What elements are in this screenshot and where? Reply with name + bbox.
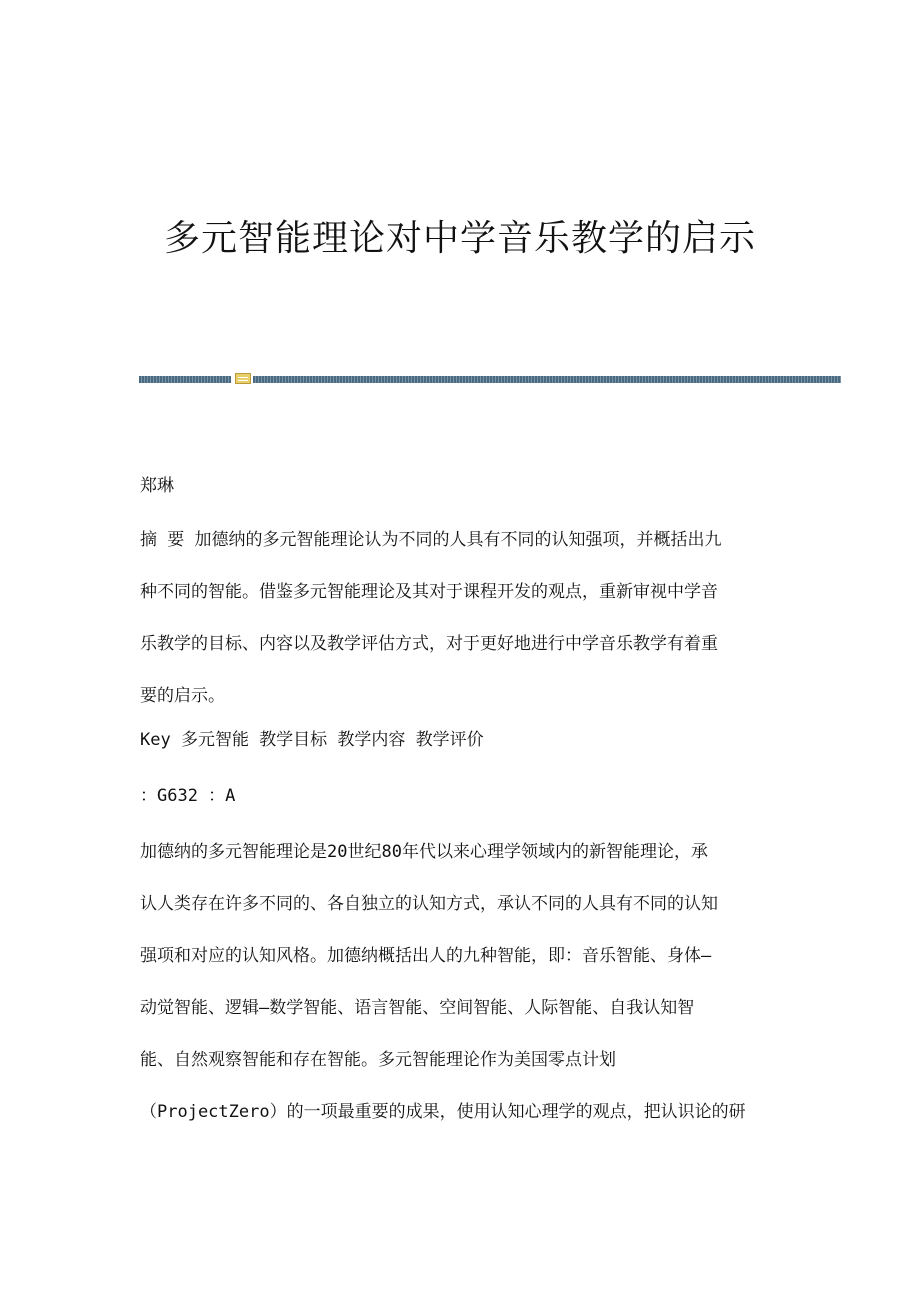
abstract-line: 要的启示。: [140, 686, 225, 706]
body-line: 认人类存在许多不同的、各自独立的认知方式，承认不同的人具有不同的认知: [140, 894, 718, 914]
abstract-line: 摘 要 加德纳的多元智能理论认为不同的人具有不同的认知强项，并概括出九: [140, 530, 722, 550]
abstract-paragraph: [140, 514, 780, 722]
classification-line: ：G632 ：A: [140, 786, 236, 806]
body-line: 加德纳的多元智能理论是20世纪80年代以来心理学领域内的新智能理论，承: [140, 842, 708, 862]
keywords-line: Key 多元智能 教学目标 教学内容 教学评价: [140, 730, 484, 750]
body-line: 动觉智能、逻辑—数学智能、语言智能、空间智能、人际智能、自我认知智: [140, 998, 695, 1018]
divider-bar-right: [253, 376, 841, 383]
abstract-line: 乐教学的目标、内容以及教学评估方式，对于更好地进行中学音乐教学有着重: [140, 634, 718, 654]
divider-bar-left: [139, 376, 231, 383]
divider-emblem-icon: [235, 373, 251, 384]
abstract-line: 种不同的智能。借鉴多元智能理论及其对于课程开发的观点，重新审视中学音: [140, 582, 718, 602]
title-divider: [139, 373, 841, 385]
body-paragraph: [140, 826, 780, 1138]
body-line: 强项和对应的认知风格。加德纳概括出人的九种智能，即：音乐智能、身体—: [140, 946, 712, 966]
document-title: 多元智能理论对中学音乐教学的启示: [163, 218, 756, 259]
body-line: 能、自然观察智能和存在智能。多元智能理论作为美国零点计划: [140, 1050, 616, 1070]
author-name: 郑琳: [140, 476, 174, 496]
body-line: （ProjectZero）的一项最重要的成果，使用认知心理学的观点，把认识论的研: [140, 1102, 746, 1122]
